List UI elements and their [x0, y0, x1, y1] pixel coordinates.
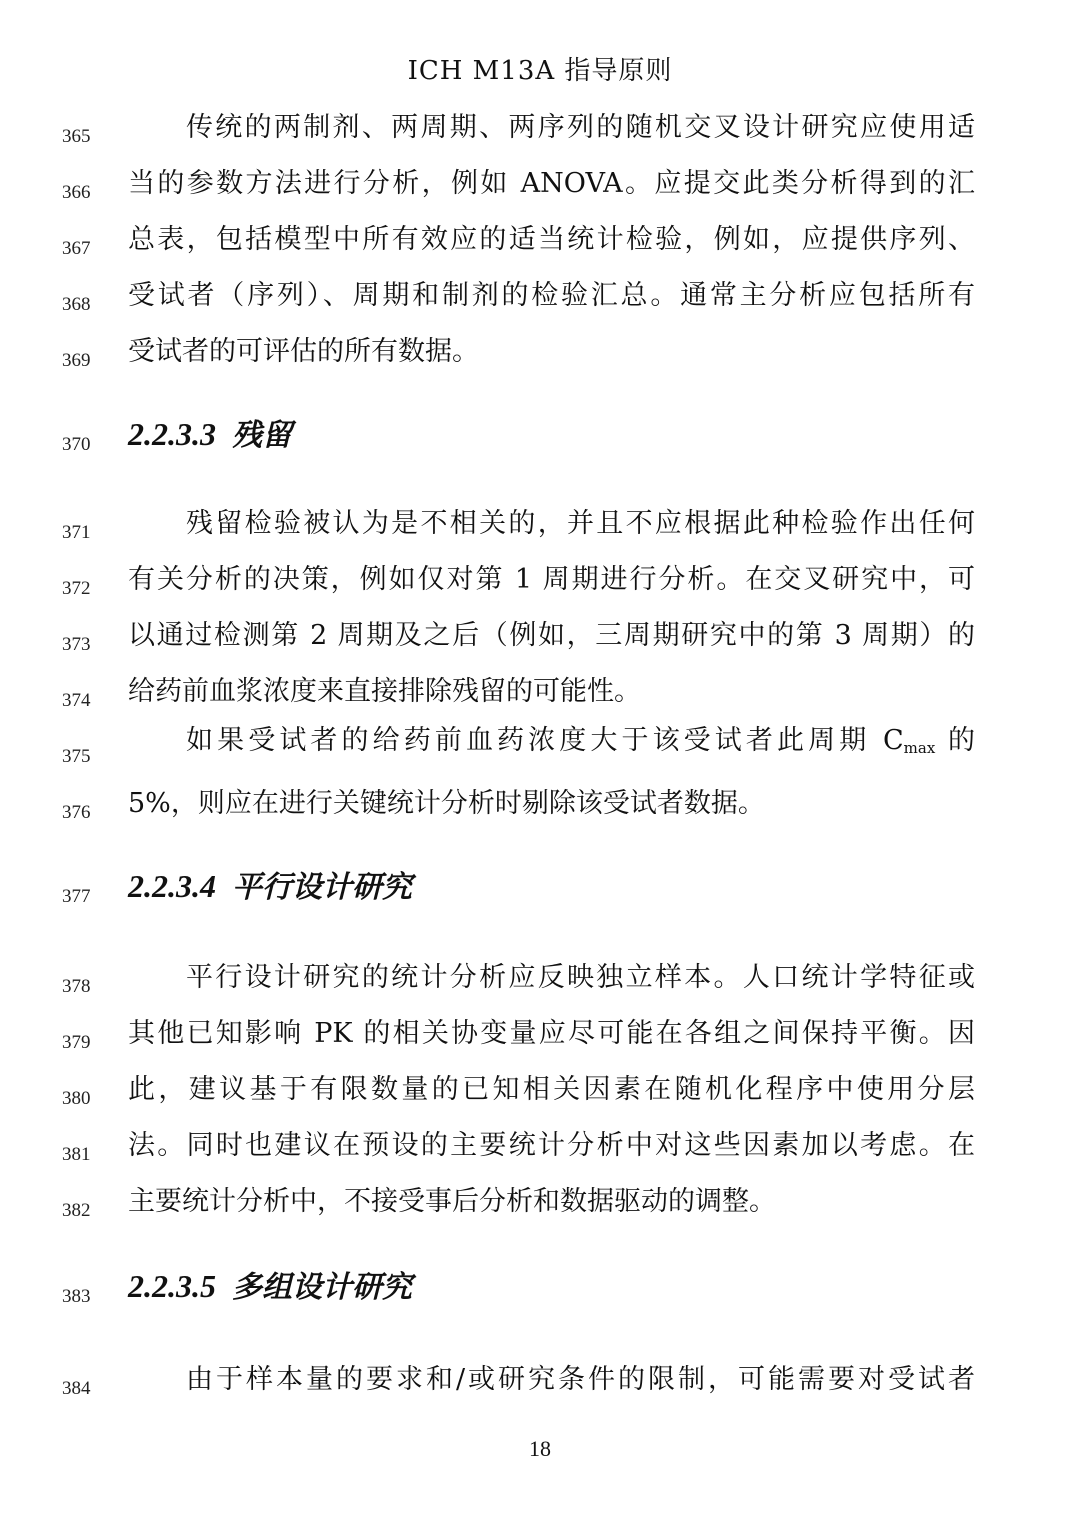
text-line — [0, 1068, 1080, 1112]
text-line — [0, 726, 1080, 770]
section-title: 多组设计研究 — [232, 1270, 412, 1305]
line-number: 378 — [62, 976, 91, 997]
line-number: 368 — [62, 294, 91, 315]
line-number: 381 — [62, 1144, 91, 1165]
line-text: 其他已知影响 PK 的相关协变量应尽可能在各组之间保持平衡。因 — [128, 1018, 975, 1049]
section-heading — [0, 1266, 1080, 1310]
text-line — [0, 218, 1080, 262]
heading-text — [128, 864, 412, 910]
section-heading — [0, 866, 1080, 910]
line-number: 366 — [62, 182, 91, 203]
text-line — [0, 1012, 1080, 1056]
line-number: 372 — [62, 578, 91, 599]
text-line — [0, 162, 1080, 206]
line-number: 365 — [62, 126, 91, 147]
text-line — [0, 106, 1080, 150]
text-after-subscript: 的 — [935, 725, 975, 756]
line-text: 有关分析的决策，例如仅对第 1 周期进行分析。在交叉研究中，可 — [128, 564, 975, 595]
text-line — [0, 956, 1080, 1000]
line-text: 法。同时也建议在预设的主要统计分析中对这些因素加以考虑。在 — [128, 1130, 975, 1161]
section-title: 残留 — [232, 418, 292, 453]
section-number: 2.2.3.3 — [128, 416, 216, 452]
page-header: ICH M13A 指导原则 — [407, 56, 673, 86]
line-text: 残留检验被认为是不相关的，并且不应根据此种检验作出任何 — [186, 508, 975, 539]
line-number: 371 — [62, 522, 91, 543]
line-text: 受试者的可评估的所有数据。 — [128, 336, 479, 367]
text-line — [0, 274, 1080, 318]
line-number: 375 — [62, 746, 91, 767]
heading-text — [128, 1264, 412, 1310]
line-text: 平行设计研究的统计分析应反映独立样本。人口统计学特征或 — [186, 962, 975, 993]
section-number: 2.2.3.4 — [128, 868, 216, 904]
section-number: 2.2.3.5 — [128, 1268, 216, 1304]
line-number: 369 — [62, 350, 91, 371]
heading-text — [128, 412, 292, 458]
text-line — [0, 670, 1080, 714]
line-text: 当的参数方法进行分析，例如 ANOVA。应提交此类分析得到的汇 — [128, 168, 975, 199]
section-heading — [0, 414, 1080, 458]
text-line — [0, 1180, 1080, 1224]
line-number: 376 — [62, 802, 91, 823]
line-text: 受试者（序列）、周期和制剂的检验汇总。通常主分析应包括所有 — [128, 280, 975, 311]
text-before-subscript: 如果受试者的给药前血药浓度大于该受试者此周期 C — [186, 725, 904, 756]
line-text: 此，建议基于有限数量的已知相关因素在随机化程序中使用分层 — [128, 1074, 975, 1105]
line-number: 383 — [62, 1286, 91, 1307]
text-line — [0, 782, 1080, 826]
line-number: 380 — [62, 1088, 91, 1109]
line-text — [186, 719, 975, 770]
line-text: 以通过检测第 2 周期及之后（例如，三周期研究中的第 3 周期）的 — [128, 620, 975, 651]
line-number: 379 — [62, 1032, 91, 1053]
line-text: 传统的两制剂、两周期、两序列的随机交叉设计研究应使用适 — [186, 112, 975, 143]
text-line — [0, 1358, 1080, 1402]
line-number: 374 — [62, 690, 91, 711]
line-number: 384 — [62, 1378, 91, 1399]
section-title: 平行设计研究 — [232, 870, 412, 905]
text-line — [0, 1124, 1080, 1168]
page-number: 18 — [529, 1436, 551, 1461]
line-text: 由于样本量的要求和/或研究条件的限制，可能需要对受试者 — [186, 1364, 975, 1395]
line-text: 总表，包括模型中所有效应的适当统计检验，例如，应提供序列、 — [128, 224, 975, 255]
line-number: 373 — [62, 634, 91, 655]
cmax-subscript: max — [903, 739, 936, 757]
line-text: 主要统计分析中，不接受事后分析和数据驱动的调整。 — [128, 1186, 776, 1217]
text-line — [0, 558, 1080, 602]
line-number: 382 — [62, 1200, 91, 1221]
line-number: 377 — [62, 886, 91, 907]
line-number: 370 — [62, 434, 91, 455]
line-text: 5%，则应在进行关键统计分析时剔除该受试者数据。 — [128, 788, 765, 819]
line-text: 给药前血浆浓度来直接排除残留的可能性。 — [128, 676, 641, 707]
text-line — [0, 614, 1080, 658]
line-number: 367 — [62, 238, 91, 259]
text-line — [0, 330, 1080, 374]
text-line — [0, 502, 1080, 546]
